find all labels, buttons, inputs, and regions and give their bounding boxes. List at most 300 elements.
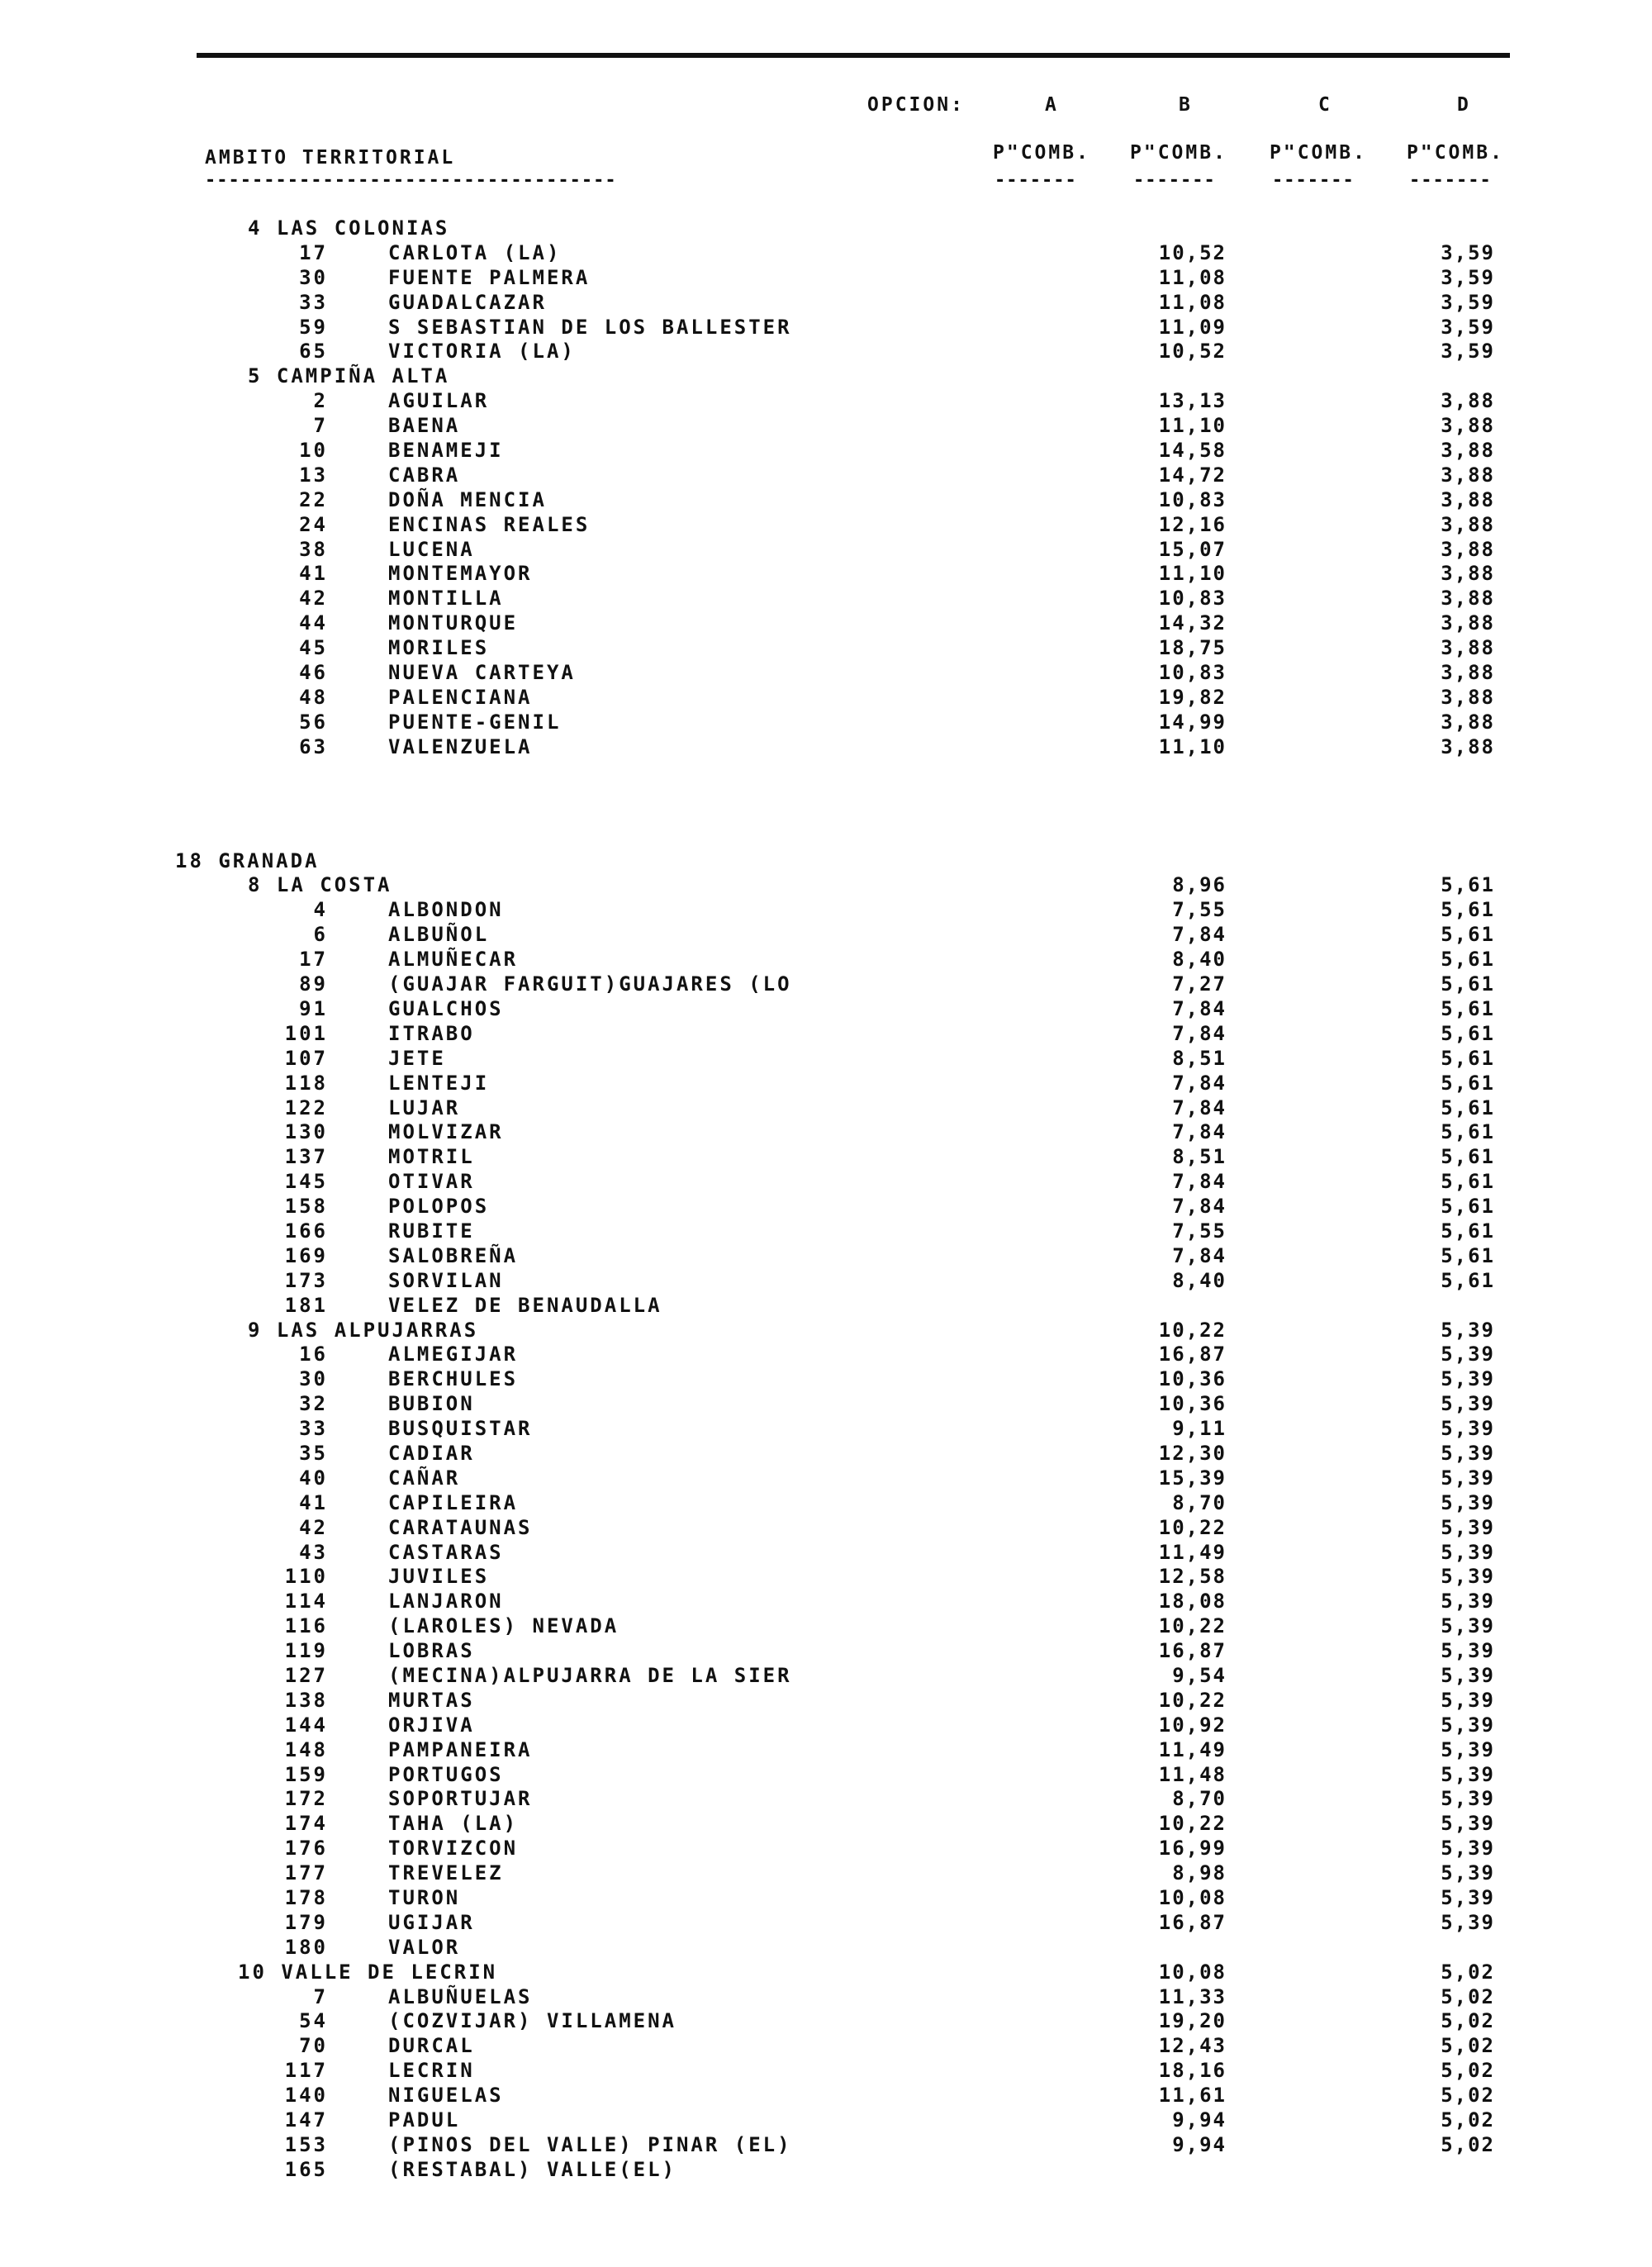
value-option-d: 5,61	[1441, 873, 1495, 897]
value-option-b: 10,08	[1158, 1960, 1227, 1984]
table-row	[0, 2108, 1652, 2133]
col-underline-a: -------	[995, 170, 1077, 191]
table-row	[0, 2009, 1652, 2034]
row-code: 130	[284, 1120, 328, 1144]
row-code: 110	[284, 1565, 328, 1589]
row-code: 169	[284, 1243, 328, 1267]
row-name: NUEVA CARTEYA	[388, 661, 576, 685]
row-code: 181	[284, 1293, 328, 1317]
table-row	[0, 1392, 1652, 1417]
value-option-d: 5,39	[1441, 1515, 1495, 1539]
value-option-d: 5,39	[1441, 1910, 1495, 1934]
table-row	[0, 1565, 1652, 1590]
value-option-b: 19,82	[1158, 685, 1227, 709]
row-name: JUVILES	[388, 1565, 490, 1589]
row-code: 59	[299, 315, 328, 339]
table-row	[0, 1491, 1652, 1516]
table-row	[0, 1367, 1652, 1392]
value-option-b: 18,08	[1158, 1590, 1227, 1614]
table-row	[0, 636, 1652, 661]
table-row	[0, 1911, 1652, 1936]
row-code: 116	[284, 1614, 328, 1638]
comarca-heading	[248, 1319, 478, 1342]
value-option-b: 12,16	[1158, 512, 1227, 536]
value-option-b: 10,22	[1158, 1688, 1227, 1712]
row-code: 32	[299, 1392, 328, 1416]
table-row	[0, 972, 1652, 997]
row-name: PUENTE-GENIL	[388, 710, 562, 734]
row-name: LECRIN	[388, 2059, 475, 2083]
row-name: AGUILAR	[388, 389, 490, 413]
row-name: BUBION	[388, 1392, 475, 1416]
row-code: 127	[284, 1663, 328, 1687]
value-option-d: 5,02	[1441, 2084, 1495, 2108]
row-name: GUALCHOS	[388, 996, 504, 1020]
row-code: 40	[299, 1466, 328, 1490]
value-option-b: 11,49	[1158, 1540, 1227, 1564]
row-code: 5	[248, 364, 263, 388]
value-option-b: 7,84	[1172, 1071, 1227, 1095]
value-option-d: 3,59	[1441, 290, 1495, 314]
opcion-label: OPCION:	[867, 94, 965, 116]
value-option-b: 10,83	[1158, 487, 1227, 511]
table-row	[0, 1047, 1652, 1072]
row-code: 147	[284, 2108, 328, 2132]
value-option-b: 16,87	[1158, 1639, 1227, 1663]
table-row	[0, 439, 1652, 463]
value-option-b: 16,87	[1158, 1910, 1227, 1934]
row-name: (GUAJAR FARGUIT)GUAJARES (LO	[388, 972, 792, 996]
row-name: (MECINA)ALPUJARRA DE LA SIER	[388, 1663, 792, 1687]
row-code: 22	[299, 487, 328, 511]
row-name: VALLE DE LECRIN	[281, 1960, 498, 1984]
value-option-b: 8,70	[1172, 1787, 1227, 1811]
row-code: 41	[299, 562, 328, 586]
row-name: MOTRIL	[388, 1145, 475, 1169]
comarca-heading	[238, 1960, 497, 1984]
row-name: SOPORTUJAR	[388, 1787, 533, 1811]
table-row	[0, 1936, 1652, 1960]
value-option-d: 3,59	[1441, 340, 1495, 364]
table-row	[0, 1022, 1652, 1047]
row-name: ALMEGIJAR	[388, 1343, 519, 1366]
value-option-b: 9,94	[1172, 2132, 1227, 2156]
table-row	[0, 1244, 1652, 1269]
top-rule	[197, 53, 1510, 58]
value-option-b: 14,32	[1158, 611, 1227, 635]
value-option-d: 3,59	[1441, 240, 1495, 264]
table-row	[0, 661, 1652, 686]
value-option-d: 3,59	[1441, 315, 1495, 339]
row-name: ALBUÑOL	[388, 923, 490, 947]
row-name: TREVELEZ	[388, 1861, 504, 1885]
row-code: 101	[284, 1021, 328, 1045]
table-row	[0, 1442, 1652, 1466]
table-row	[0, 1763, 1652, 1788]
table-row	[0, 2034, 1652, 2059]
value-option-d: 5,61	[1441, 923, 1495, 947]
row-name: CAPILEIRA	[388, 1490, 519, 1514]
table-row	[0, 538, 1652, 563]
value-option-b: 15,39	[1158, 1466, 1227, 1490]
value-option-d: 3,88	[1441, 463, 1495, 487]
value-option-b: 10,36	[1158, 1367, 1227, 1391]
row-code: 33	[299, 290, 328, 314]
row-code: 176	[284, 1837, 328, 1861]
table-row	[0, 1417, 1652, 1442]
value-option-d: 5,61	[1441, 1268, 1495, 1292]
value-option-d: 3,88	[1441, 611, 1495, 635]
value-option-d: 5,39	[1441, 1663, 1495, 1687]
table-row	[0, 686, 1652, 711]
table-row	[0, 1787, 1652, 1812]
value-option-d: 3,88	[1441, 487, 1495, 511]
row-code: 107	[284, 1046, 328, 1070]
row-name: CAÑAR	[388, 1466, 461, 1490]
comarca-heading	[248, 364, 449, 387]
comarca-row	[0, 1319, 1652, 1343]
table-row	[0, 1120, 1652, 1145]
row-code: 17	[299, 948, 328, 972]
row-code: 138	[284, 1688, 328, 1712]
territorial-table	[0, 216, 1652, 2183]
table-row	[0, 1713, 1652, 1738]
row-code: 114	[284, 1590, 328, 1614]
row-code: 122	[284, 1095, 328, 1119]
row-name: VICTORIA (LA)	[388, 340, 576, 364]
row-name: LENTEJI	[388, 1071, 490, 1095]
row-name: ALMUÑECAR	[388, 948, 519, 972]
table-row	[0, 513, 1652, 538]
value-option-b: 12,58	[1158, 1565, 1227, 1589]
row-code: 6	[313, 923, 328, 947]
value-option-d: 3,88	[1441, 439, 1495, 463]
row-name: FUENTE PALMERA	[388, 265, 591, 289]
table-row	[0, 1886, 1652, 1911]
value-option-b: 12,43	[1158, 2034, 1227, 2058]
row-code: 117	[284, 2059, 328, 2083]
row-code: 70	[299, 2034, 328, 2058]
table-row	[0, 1195, 1652, 1219]
value-option-d: 5,61	[1441, 1071, 1495, 1095]
comarca-row	[0, 873, 1652, 898]
value-option-d: 5,39	[1441, 1417, 1495, 1441]
table-row	[0, 488, 1652, 513]
value-option-b: 8,40	[1172, 1268, 1227, 1292]
value-option-d: 5,61	[1441, 898, 1495, 922]
table-row	[0, 1639, 1652, 1664]
value-option-b: 8,40	[1172, 948, 1227, 972]
table-row	[0, 2133, 1652, 2158]
value-option-b: 7,55	[1172, 1219, 1227, 1243]
value-option-b: 8,98	[1172, 1861, 1227, 1885]
row-name: DOÑA MENCIA	[388, 487, 547, 511]
col-header-d: P"COMB.	[1407, 142, 1504, 164]
row-name: CABRA	[388, 463, 461, 487]
row-code: 65	[299, 340, 328, 364]
table-row	[0, 1738, 1652, 1763]
table-row	[0, 2059, 1652, 2084]
row-code: 42	[299, 1515, 328, 1539]
value-option-d: 5,61	[1441, 1095, 1495, 1119]
row-code: 7	[313, 1984, 328, 2008]
row-code: 44	[299, 611, 328, 635]
col-underline-d: -------	[1409, 170, 1492, 191]
row-code: 137	[284, 1145, 328, 1169]
row-code: 91	[299, 996, 328, 1020]
value-option-d: 5,39	[1441, 1392, 1495, 1416]
col-underline-b: -------	[1133, 170, 1216, 191]
row-code: 173	[284, 1268, 328, 1292]
value-option-d: 5,61	[1441, 1145, 1495, 1169]
table-row	[0, 291, 1652, 316]
value-option-d: 5,39	[1441, 1886, 1495, 1909]
row-code: 4	[313, 898, 328, 922]
row-code: 16	[299, 1343, 328, 1366]
row-name: TURON	[388, 1886, 461, 1909]
row-code: 140	[284, 2084, 328, 2108]
row-name: TAHA (LA)	[388, 1812, 519, 1836]
province-heading	[175, 849, 320, 872]
row-code: 35	[299, 1441, 328, 1465]
row-code: 174	[284, 1812, 328, 1836]
value-option-b: 7,84	[1172, 923, 1227, 947]
row-code: 30	[299, 1367, 328, 1391]
table-row	[0, 1170, 1652, 1195]
row-code: 9	[248, 1318, 263, 1342]
value-option-b: 10,22	[1158, 1515, 1227, 1539]
row-code: 18	[175, 848, 204, 872]
value-option-d: 5,39	[1441, 1318, 1495, 1342]
value-option-b: 10,36	[1158, 1392, 1227, 1416]
row-code: 41	[299, 1490, 328, 1514]
value-option-b: 7,84	[1172, 1170, 1227, 1194]
row-name: LUJAR	[388, 1095, 461, 1119]
row-name: BAENA	[388, 414, 461, 438]
row-name: ENCINAS REALES	[388, 512, 591, 536]
value-option-b: 10,52	[1158, 240, 1227, 264]
value-option-d: 5,39	[1441, 1737, 1495, 1761]
row-name: CARLOTA (LA)	[388, 240, 562, 264]
row-code: 165	[284, 2157, 328, 2181]
value-option-b: 8,96	[1172, 873, 1227, 897]
value-option-b: 11,48	[1158, 1762, 1227, 1786]
value-option-b: 8,51	[1172, 1145, 1227, 1169]
value-option-b: 8,51	[1172, 1046, 1227, 1070]
row-name: GRANADA	[218, 848, 320, 872]
comarca-row	[0, 1960, 1652, 1985]
table-row	[0, 923, 1652, 948]
row-name: CADIAR	[388, 1441, 475, 1465]
row-name: LOBRAS	[388, 1639, 475, 1663]
value-option-b: 9,11	[1172, 1417, 1227, 1441]
row-code: 24	[299, 512, 328, 536]
value-option-d: 3,88	[1441, 587, 1495, 611]
value-option-b: 10,22	[1158, 1812, 1227, 1836]
comarca-row	[0, 216, 1652, 241]
row-name: JETE	[388, 1046, 446, 1070]
table-row	[0, 2158, 1652, 2183]
row-name: BUSQUISTAR	[388, 1417, 533, 1441]
table-row	[0, 1590, 1652, 1614]
value-option-b: 9,94	[1172, 2108, 1227, 2132]
row-code: 8	[248, 873, 263, 897]
comarca-heading	[248, 216, 449, 240]
value-option-d: 5,39	[1441, 1688, 1495, 1712]
value-option-d: 5,61	[1441, 1120, 1495, 1144]
col-header-a: P"COMB.	[993, 142, 1090, 164]
row-name: (LAROLES) NEVADA	[388, 1614, 620, 1638]
row-name: (RESTABAL) VALLE(EL)	[388, 2157, 676, 2181]
row-name: PADUL	[388, 2108, 461, 2132]
row-code: 46	[299, 661, 328, 685]
comarca-row	[0, 364, 1652, 389]
value-option-d: 5,39	[1441, 1441, 1495, 1465]
row-code: 17	[299, 240, 328, 264]
row-code: 158	[284, 1195, 328, 1219]
section-gap	[0, 760, 1652, 849]
table-row	[0, 241, 1652, 266]
value-option-d: 5,02	[1441, 1984, 1495, 2008]
row-name: LUCENA	[388, 537, 475, 561]
row-name: CAMPIÑA ALTA	[276, 364, 450, 388]
row-name: CASTARAS	[388, 1540, 504, 1564]
value-option-d: 5,61	[1441, 1021, 1495, 1045]
value-option-b: 10,08	[1158, 1886, 1227, 1909]
row-code: 7	[313, 414, 328, 438]
value-option-b: 11,08	[1158, 265, 1227, 289]
row-code: 166	[284, 1219, 328, 1243]
value-option-b: 11,09	[1158, 315, 1227, 339]
row-code: 119	[284, 1639, 328, 1663]
row-code: 153	[284, 2132, 328, 2156]
value-option-d: 5,39	[1441, 1540, 1495, 1564]
row-name: UGIJAR	[388, 1910, 475, 1934]
table-row	[0, 1614, 1652, 1639]
value-option-d: 5,61	[1441, 1046, 1495, 1070]
value-option-d: 3,88	[1441, 734, 1495, 758]
row-code: 48	[299, 685, 328, 709]
value-option-b: 11,08	[1158, 290, 1227, 314]
table-row	[0, 1985, 1652, 2010]
value-option-d: 5,39	[1441, 1490, 1495, 1514]
value-option-d: 5,39	[1441, 1343, 1495, 1366]
value-option-d: 5,39	[1441, 1787, 1495, 1811]
value-option-b: 10,52	[1158, 340, 1227, 364]
table-row	[0, 1072, 1652, 1096]
value-option-d: 5,61	[1441, 1170, 1495, 1194]
row-name: ORJIVA	[388, 1713, 475, 1737]
row-code: 42	[299, 587, 328, 611]
option-d: D	[1457, 94, 1471, 116]
row-name: PAMPANEIRA	[388, 1737, 533, 1761]
value-option-b: 7,84	[1172, 1195, 1227, 1219]
ambito-underline: -----------------------------------	[205, 170, 617, 191]
row-code: 2	[313, 389, 328, 413]
row-name: MOLVIZAR	[388, 1120, 504, 1144]
value-option-d: 5,61	[1441, 972, 1495, 996]
value-option-d: 5,61	[1441, 1219, 1495, 1243]
row-code: 145	[284, 1170, 328, 1194]
value-option-b: 11,61	[1158, 2084, 1227, 2108]
option-a: A	[1045, 94, 1059, 116]
row-name: VALOR	[388, 1935, 461, 1959]
ambito-label: AMBITO TERRITORIAL	[205, 147, 456, 169]
table-row	[0, 898, 1652, 923]
row-name: GUADALCAZAR	[388, 290, 547, 314]
row-code: 54	[299, 2009, 328, 2033]
value-option-b: 10,22	[1158, 1318, 1227, 1342]
row-name: S SEBASTIAN DE LOS BALLESTER	[388, 315, 792, 339]
value-option-b: 18,16	[1158, 2059, 1227, 2083]
value-option-b: 12,30	[1158, 1441, 1227, 1465]
table-row	[0, 1466, 1652, 1491]
value-option-d: 5,39	[1441, 1590, 1495, 1614]
value-option-b: 10,83	[1158, 587, 1227, 611]
value-option-b: 11,33	[1158, 1984, 1227, 2008]
value-option-d: 5,39	[1441, 1565, 1495, 1589]
value-option-d: 5,02	[1441, 2059, 1495, 2083]
row-code: 56	[299, 710, 328, 734]
option-c: C	[1318, 94, 1332, 116]
table-row	[0, 1343, 1652, 1367]
value-option-d: 3,88	[1441, 685, 1495, 709]
row-name: SORVILAN	[388, 1268, 504, 1292]
table-row	[0, 1145, 1652, 1170]
row-name: OTIVAR	[388, 1170, 475, 1194]
value-option-d: 3,88	[1441, 636, 1495, 660]
row-code: 159	[284, 1762, 328, 1786]
table-row	[0, 2084, 1652, 2108]
table-row	[0, 587, 1652, 611]
row-name: LAS ALPUJARRAS	[276, 1318, 479, 1342]
table-row	[0, 1837, 1652, 1861]
value-option-d: 5,61	[1441, 948, 1495, 972]
value-option-b: 11,10	[1158, 414, 1227, 438]
row-name: CARATAUNAS	[388, 1515, 533, 1539]
row-name: MONTILLA	[388, 587, 504, 611]
value-option-d: 5,39	[1441, 1837, 1495, 1861]
row-name: ITRABO	[388, 1021, 475, 1045]
value-option-d: 5,39	[1441, 1861, 1495, 1885]
value-option-b: 16,87	[1158, 1343, 1227, 1366]
row-name: MORILES	[388, 636, 490, 660]
row-code: 10	[299, 439, 328, 463]
value-option-b: 7,84	[1172, 1095, 1227, 1119]
value-option-d: 5,02	[1441, 2132, 1495, 2156]
row-name: BENAMEJI	[388, 439, 504, 463]
row-name: DURCAL	[388, 2034, 475, 2058]
row-name: PALENCIANA	[388, 685, 533, 709]
col-header-b: P"COMB.	[1130, 142, 1227, 164]
value-option-d: 3,88	[1441, 661, 1495, 685]
option-b: B	[1179, 94, 1193, 116]
table-row	[0, 340, 1652, 364]
table-row	[0, 389, 1652, 414]
value-option-b: 15,07	[1158, 537, 1227, 561]
value-option-b: 13,13	[1158, 389, 1227, 413]
row-name: (PINOS DEL VALLE) PINAR (EL)	[388, 2132, 792, 2156]
value-option-b: 11,10	[1158, 562, 1227, 586]
value-option-b: 16,99	[1158, 1837, 1227, 1861]
row-name: VALENZUELA	[388, 734, 533, 758]
value-option-d: 5,61	[1441, 996, 1495, 1020]
table-row	[0, 1689, 1652, 1713]
row-code: 180	[284, 1935, 328, 1959]
col-underline-c: -------	[1272, 170, 1355, 191]
table-row	[0, 711, 1652, 735]
row-name: RUBITE	[388, 1219, 475, 1243]
